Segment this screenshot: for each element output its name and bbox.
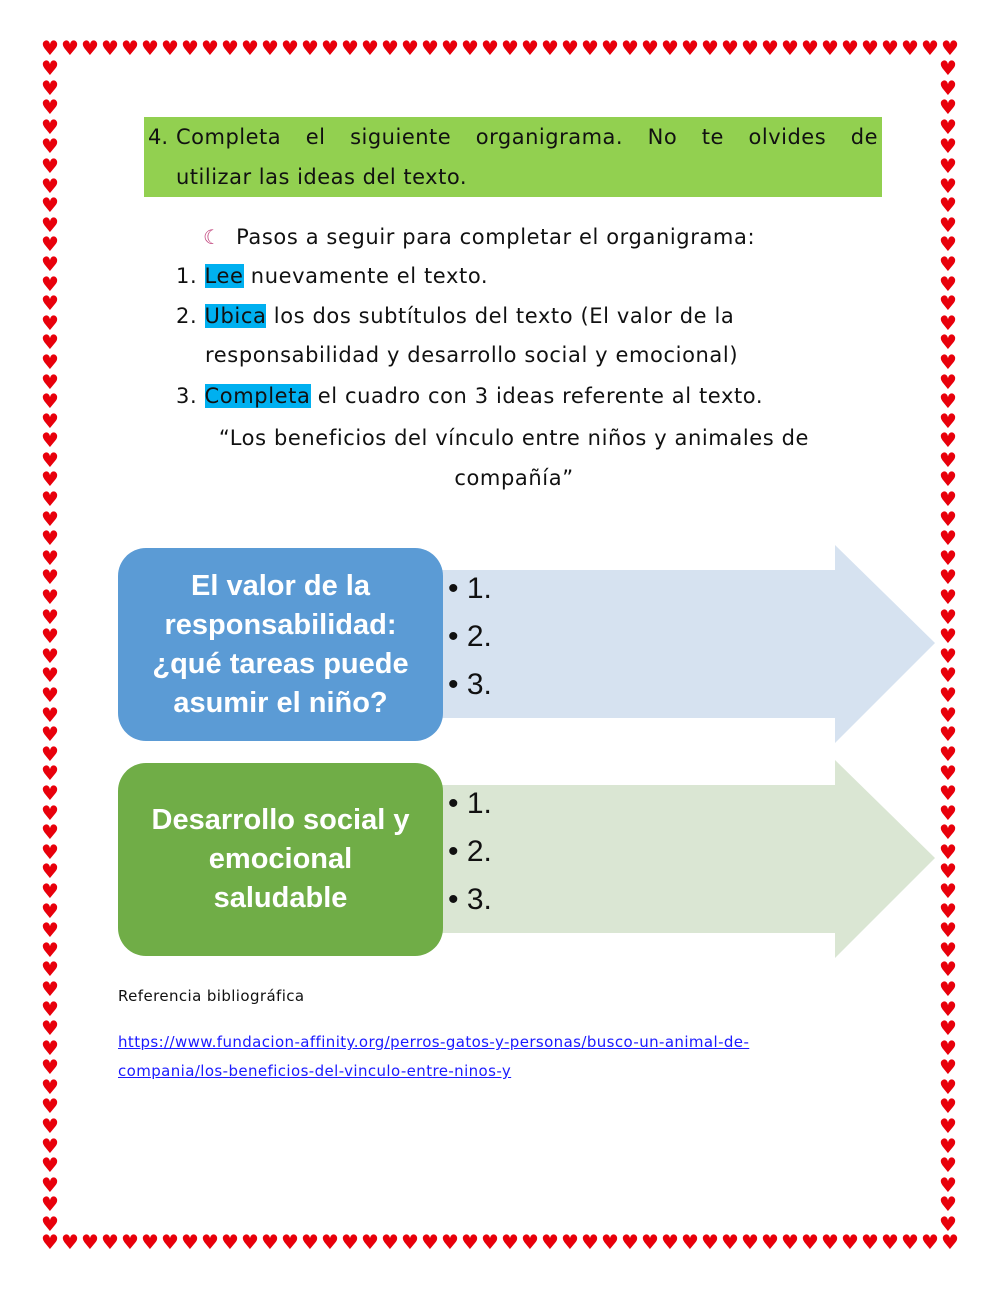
heart-icon: ♥ bbox=[921, 36, 939, 60]
heart-icon: ♥ bbox=[939, 291, 957, 316]
heart-icon: ♥ bbox=[939, 663, 957, 688]
heart-icon: ♥ bbox=[939, 1153, 957, 1178]
heart-icon: ♥ bbox=[939, 624, 957, 649]
heart-icon: ♥ bbox=[81, 36, 99, 60]
heart-icon: ♥ bbox=[41, 643, 59, 668]
bullet-item[interactable]: • 2. bbox=[448, 620, 492, 653]
step-1 bbox=[176, 264, 488, 288]
arrow-shape-1 bbox=[430, 545, 940, 745]
heart-icon: ♥ bbox=[41, 859, 59, 884]
heart-icon: ♥ bbox=[939, 330, 957, 355]
heart-icon: ♥ bbox=[801, 1230, 819, 1254]
heart-icon: ♥ bbox=[661, 36, 679, 60]
heart-icon: ♥ bbox=[41, 1114, 59, 1139]
step-2 bbox=[176, 304, 734, 328]
heart-icon: ♥ bbox=[939, 761, 957, 786]
heart-icon: ♥ bbox=[421, 36, 439, 60]
step-text: nuevamente el texto. bbox=[243, 264, 489, 288]
heart-icon: ♥ bbox=[181, 1230, 199, 1254]
heart-icon: ♥ bbox=[41, 585, 59, 610]
heart-icon: ♥ bbox=[939, 251, 957, 276]
heart-icon: ♥ bbox=[41, 447, 59, 472]
heart-icon: ♥ bbox=[939, 428, 957, 453]
heart-icon: ♥ bbox=[901, 36, 919, 60]
heart-icon: ♥ bbox=[561, 36, 579, 60]
step-text: los dos subtítulos del texto (El valor de la bbox=[266, 304, 735, 328]
step-highlight: Lee bbox=[204, 264, 244, 288]
heart-icon: ♥ bbox=[481, 36, 499, 60]
heart-icon: ♥ bbox=[939, 408, 957, 433]
heart-icon: ♥ bbox=[681, 1230, 699, 1254]
heart-icon: ♥ bbox=[41, 428, 59, 453]
heart-icon: ♥ bbox=[939, 839, 957, 864]
heart-icon: ♥ bbox=[939, 643, 957, 668]
heart-icon: ♥ bbox=[939, 722, 957, 747]
heart-icon: ♥ bbox=[41, 173, 59, 198]
heart-icon: ♥ bbox=[939, 95, 957, 120]
heart-icon: ♥ bbox=[41, 820, 59, 845]
heart-icon: ♥ bbox=[939, 937, 957, 962]
heart-icon: ♥ bbox=[941, 36, 959, 60]
heart-icon: ♥ bbox=[641, 36, 659, 60]
heart-icon: ♥ bbox=[41, 545, 59, 570]
heart-icon: ♥ bbox=[41, 193, 59, 218]
heart-icon: ♥ bbox=[581, 36, 599, 60]
heart-icon: ♥ bbox=[41, 1230, 59, 1254]
heart-icon: ♥ bbox=[41, 1212, 59, 1237]
heart-icon: ♥ bbox=[41, 1133, 59, 1158]
heart-icon: ♥ bbox=[41, 839, 59, 864]
heart-icon: ♥ bbox=[101, 36, 119, 60]
heart-icon: ♥ bbox=[939, 683, 957, 707]
category-title: Desarrollo social y emocional saludable bbox=[151, 804, 410, 914]
heart-icon: ♥ bbox=[41, 134, 59, 159]
heart-icon: ♥ bbox=[421, 1230, 439, 1254]
heart-icon: ♥ bbox=[661, 1230, 679, 1254]
heart-icon: ♥ bbox=[939, 349, 957, 374]
steps-heading-text: Pasos a seguir para completar el organigrama: bbox=[236, 225, 756, 249]
heart-icon: ♥ bbox=[381, 1230, 399, 1254]
heart-icon: ♥ bbox=[681, 36, 699, 60]
heart-icon: ♥ bbox=[939, 114, 957, 139]
heart-icon: ♥ bbox=[841, 1230, 859, 1254]
heart-icon: ♥ bbox=[939, 957, 957, 982]
heart-icon: ♥ bbox=[939, 310, 957, 335]
heart-icon: ♥ bbox=[301, 36, 319, 60]
step-3 bbox=[176, 384, 763, 408]
heart-icon: ♥ bbox=[541, 1230, 559, 1254]
heart-icon: ♥ bbox=[261, 36, 279, 60]
heart-icon: ♥ bbox=[361, 1230, 379, 1254]
heart-icon: ♥ bbox=[939, 702, 957, 727]
bullet-item[interactable]: • 3. bbox=[448, 883, 492, 916]
heart-icon: ♥ bbox=[41, 212, 59, 237]
heart-icon: ♥ bbox=[939, 487, 957, 512]
heart-icon: ♥ bbox=[61, 1230, 79, 1254]
heart-icon: ♥ bbox=[939, 741, 957, 766]
heart-icon: ♥ bbox=[721, 1230, 739, 1254]
heart-icon: ♥ bbox=[41, 604, 59, 629]
heart-icon: ♥ bbox=[941, 1230, 959, 1254]
heart-icon: ♥ bbox=[939, 800, 957, 825]
heart-icon: ♥ bbox=[939, 134, 957, 159]
heart-icon: ♥ bbox=[939, 604, 957, 629]
heart-icon: ♥ bbox=[881, 1230, 899, 1254]
quote-line-1: “Los beneficios del vínculo entre niños y animales de bbox=[218, 426, 810, 450]
heart-icon: ♥ bbox=[61, 36, 79, 60]
heart-icon: ♥ bbox=[41, 526, 59, 551]
heart-icon: ♥ bbox=[241, 1230, 259, 1254]
heart-icon: ♥ bbox=[281, 1230, 299, 1254]
heart-icon: ♥ bbox=[41, 291, 59, 316]
heart-icon: ♥ bbox=[41, 565, 59, 590]
heart-icon: ♥ bbox=[41, 918, 59, 943]
instruction-number: 4. bbox=[148, 125, 169, 149]
heart-icon: ♥ bbox=[321, 36, 339, 60]
heart-icon: ♥ bbox=[939, 898, 957, 923]
step-number: 3. bbox=[176, 384, 198, 408]
heart-icon: ♥ bbox=[41, 1016, 59, 1041]
heart-icon: ♥ bbox=[939, 56, 957, 80]
heart-icon: ♥ bbox=[81, 1230, 99, 1254]
heart-icon: ♥ bbox=[141, 1230, 159, 1254]
heart-icon: ♥ bbox=[561, 1230, 579, 1254]
heart-icon: ♥ bbox=[41, 36, 59, 60]
heart-icon: ♥ bbox=[821, 1230, 839, 1254]
step-2-continued: responsabilidad y desarrollo social y emocional) bbox=[205, 343, 739, 367]
heart-icon: ♥ bbox=[41, 624, 59, 649]
heart-icon: ♥ bbox=[221, 36, 239, 60]
heart-icon: ♥ bbox=[939, 1074, 957, 1099]
reference-link-line-1[interactable]: https://www.fundacion-affinity.org/perros-gatos-y-personas/busco-un-animal-de- bbox=[118, 1033, 750, 1051]
heart-icon: ♥ bbox=[41, 663, 59, 688]
heart-icon: ♥ bbox=[601, 1230, 619, 1254]
heart-icon: ♥ bbox=[939, 467, 957, 492]
arrow-shape-2 bbox=[430, 760, 940, 960]
heart-icon: ♥ bbox=[501, 36, 519, 60]
heart-icon: ♥ bbox=[939, 1172, 957, 1197]
heart-icon: ♥ bbox=[641, 1230, 659, 1254]
heart-icon: ♥ bbox=[121, 36, 139, 60]
heart-icon: ♥ bbox=[939, 526, 957, 551]
bullet-item[interactable]: • 1. bbox=[448, 787, 492, 820]
reference-label: Referencia bibliográfica bbox=[118, 987, 305, 1005]
heart-icon: ♥ bbox=[441, 1230, 459, 1254]
heart-icon: ♥ bbox=[41, 878, 59, 903]
heart-icon: ♥ bbox=[461, 36, 479, 60]
heart-icon: ♥ bbox=[201, 36, 219, 60]
heart-icon: ♥ bbox=[939, 75, 957, 100]
category-title: El valor de la responsabilidad: ¿qué tareas puede asumir el niño? bbox=[152, 569, 409, 719]
heart-icon: ♥ bbox=[41, 1172, 59, 1197]
heart-border-left bbox=[40, 56, 60, 1237]
heart-icon: ♥ bbox=[121, 1230, 139, 1254]
heart-icon: ♥ bbox=[939, 506, 957, 531]
heart-icon: ♥ bbox=[521, 1230, 539, 1254]
heart-icon: ♥ bbox=[41, 741, 59, 766]
heart-icon: ♥ bbox=[821, 36, 839, 60]
heart-icon: ♥ bbox=[41, 95, 59, 120]
heart-icon: ♥ bbox=[939, 1192, 957, 1217]
heart-icon: ♥ bbox=[581, 1230, 599, 1254]
heart-icon: ♥ bbox=[41, 1094, 59, 1119]
heart-icon: ♥ bbox=[939, 1212, 957, 1237]
heart-icon: ♥ bbox=[301, 1230, 319, 1254]
heart-icon: ♥ bbox=[381, 36, 399, 60]
heart-icon: ♥ bbox=[861, 1230, 879, 1254]
bullet-item[interactable]: • 1. bbox=[448, 572, 492, 605]
heart-icon: ♥ bbox=[761, 1230, 779, 1254]
heart-icon: ♥ bbox=[939, 1094, 957, 1119]
heart-icon: ♥ bbox=[621, 1230, 639, 1254]
heart-icon: ♥ bbox=[261, 1230, 279, 1254]
step-number: 2. bbox=[176, 304, 198, 328]
heart-icon: ♥ bbox=[939, 859, 957, 884]
heart-icon: ♥ bbox=[41, 389, 59, 414]
heart-icon: ♥ bbox=[621, 36, 639, 60]
heart-icon: ♥ bbox=[939, 389, 957, 414]
heart-icon: ♥ bbox=[939, 585, 957, 610]
heart-icon: ♥ bbox=[761, 36, 779, 60]
heart-icon: ♥ bbox=[921, 1230, 939, 1254]
heart-icon: ♥ bbox=[741, 1230, 759, 1254]
heart-icon: ♥ bbox=[41, 996, 59, 1021]
heart-icon: ♥ bbox=[741, 36, 759, 60]
heart-icon: ♥ bbox=[201, 1230, 219, 1254]
heart-icon: ♥ bbox=[241, 36, 259, 60]
instruction-line-2: utilizar las ideas del texto. bbox=[176, 165, 467, 189]
heart-icon: ♥ bbox=[41, 957, 59, 982]
heart-icon: ♥ bbox=[601, 36, 619, 60]
heart-icon: ♥ bbox=[721, 36, 739, 60]
steps-heading bbox=[203, 225, 755, 249]
category-box-responsibility bbox=[118, 548, 443, 741]
heart-icon: ♥ bbox=[41, 800, 59, 825]
heart-icon: ♥ bbox=[881, 36, 899, 60]
heart-icon: ♥ bbox=[781, 36, 799, 60]
heart-icon: ♥ bbox=[541, 36, 559, 60]
heart-icon: ♥ bbox=[41, 487, 59, 512]
heart-icon: ♥ bbox=[141, 36, 159, 60]
heart-icon: ♥ bbox=[41, 761, 59, 786]
instruction-banner bbox=[144, 117, 882, 197]
heart-icon: ♥ bbox=[501, 1230, 519, 1254]
heart-icon: ♥ bbox=[41, 780, 59, 805]
heart-icon: ♥ bbox=[101, 1230, 119, 1254]
heart-icon: ♥ bbox=[939, 193, 957, 218]
step-highlight: Ubica bbox=[204, 304, 267, 328]
heart-icon: ♥ bbox=[41, 349, 59, 374]
heart-icon: ♥ bbox=[939, 996, 957, 1021]
heart-icon: ♥ bbox=[41, 1074, 59, 1099]
heart-icon: ♥ bbox=[41, 408, 59, 433]
heart-icon: ♥ bbox=[939, 780, 957, 805]
reference-link-line-2[interactable]: compania/los-beneficios-del-vinculo-entre-ninos-y bbox=[118, 1062, 512, 1080]
heart-icon: ♥ bbox=[41, 56, 59, 80]
heart-icon: ♥ bbox=[161, 1230, 179, 1254]
bullet-item[interactable]: • 2. bbox=[448, 835, 492, 868]
heart-icon: ♥ bbox=[41, 114, 59, 139]
heart-icon: ♥ bbox=[281, 36, 299, 60]
heart-icon: ♥ bbox=[841, 36, 859, 60]
heart-icon: ♥ bbox=[939, 565, 957, 590]
bullet-item[interactable]: • 3. bbox=[448, 668, 492, 701]
heart-icon: ♥ bbox=[341, 1230, 359, 1254]
heart-icon: ♥ bbox=[41, 330, 59, 355]
heart-icon: ♥ bbox=[401, 36, 419, 60]
pin-icon: ☾ bbox=[203, 225, 222, 249]
heart-border-top bbox=[40, 38, 960, 58]
heart-icon: ♥ bbox=[939, 173, 957, 198]
heart-icon: ♥ bbox=[41, 467, 59, 492]
heart-icon: ♥ bbox=[861, 36, 879, 60]
heart-icon: ♥ bbox=[901, 1230, 919, 1254]
heart-icon: ♥ bbox=[701, 1230, 719, 1254]
heart-icon: ♥ bbox=[181, 36, 199, 60]
heart-icon: ♥ bbox=[321, 1230, 339, 1254]
heart-icon: ♥ bbox=[361, 36, 379, 60]
heart-icon: ♥ bbox=[481, 1230, 499, 1254]
heart-icon: ♥ bbox=[939, 878, 957, 903]
heart-icon: ♥ bbox=[41, 722, 59, 747]
heart-icon: ♥ bbox=[441, 36, 459, 60]
heart-icon: ♥ bbox=[41, 1055, 59, 1080]
heart-icon: ♥ bbox=[939, 918, 957, 943]
heart-icon: ♥ bbox=[41, 976, 59, 1001]
heart-icon: ♥ bbox=[939, 1055, 957, 1080]
heart-icon: ♥ bbox=[461, 1230, 479, 1254]
heart-icon: ♥ bbox=[41, 369, 59, 394]
heart-icon: ♥ bbox=[41, 1035, 59, 1060]
heart-icon: ♥ bbox=[939, 153, 957, 178]
step-text: el cuadro con 3 ideas referente al texto. bbox=[310, 384, 764, 408]
heart-icon: ♥ bbox=[41, 310, 59, 335]
quote-line-2: compañía” bbox=[454, 466, 574, 490]
heart-icon: ♥ bbox=[939, 1133, 957, 1158]
category-box-social-emotional bbox=[118, 763, 443, 956]
heart-icon: ♥ bbox=[41, 251, 59, 276]
heart-icon: ♥ bbox=[41, 898, 59, 923]
heart-icon: ♥ bbox=[41, 153, 59, 178]
heart-icon: ♥ bbox=[221, 1230, 239, 1254]
heart-icon: ♥ bbox=[161, 36, 179, 60]
heart-icon: ♥ bbox=[41, 683, 59, 707]
heart-icon: ♥ bbox=[41, 75, 59, 100]
heart-icon: ♥ bbox=[41, 1192, 59, 1217]
instruction-line-1: Completa el siguiente organigrama. No te olvides de bbox=[176, 125, 878, 149]
heart-icon: ♥ bbox=[939, 369, 957, 394]
bullet-list-1 bbox=[448, 572, 492, 716]
heart-icon: ♥ bbox=[939, 976, 957, 1001]
heart-icon: ♥ bbox=[341, 36, 359, 60]
heart-icon: ♥ bbox=[939, 232, 957, 257]
step-number: 1. bbox=[176, 264, 198, 288]
step-highlight: Completa bbox=[204, 384, 311, 408]
heart-icon: ♥ bbox=[939, 447, 957, 472]
heart-icon: ♥ bbox=[41, 232, 59, 257]
heart-icon: ♥ bbox=[41, 506, 59, 531]
heart-icon: ♥ bbox=[939, 1114, 957, 1139]
heart-icon: ♥ bbox=[401, 1230, 419, 1254]
heart-icon: ♥ bbox=[521, 36, 539, 60]
heart-icon: ♥ bbox=[939, 820, 957, 845]
heart-icon: ♥ bbox=[939, 545, 957, 570]
heart-border-right bbox=[938, 56, 958, 1237]
heart-icon: ♥ bbox=[41, 937, 59, 962]
heart-icon: ♥ bbox=[41, 1153, 59, 1178]
heart-icon: ♥ bbox=[701, 36, 719, 60]
heart-icon: ♥ bbox=[41, 702, 59, 727]
heart-icon: ♥ bbox=[41, 271, 59, 296]
heart-icon: ♥ bbox=[939, 271, 957, 296]
heart-icon: ♥ bbox=[939, 1035, 957, 1060]
heart-border-bottom bbox=[40, 1232, 960, 1252]
bullet-list-2 bbox=[448, 787, 492, 931]
heart-icon: ♥ bbox=[939, 1016, 957, 1041]
heart-icon: ♥ bbox=[801, 36, 819, 60]
heart-icon: ♥ bbox=[781, 1230, 799, 1254]
heart-icon: ♥ bbox=[939, 212, 957, 237]
